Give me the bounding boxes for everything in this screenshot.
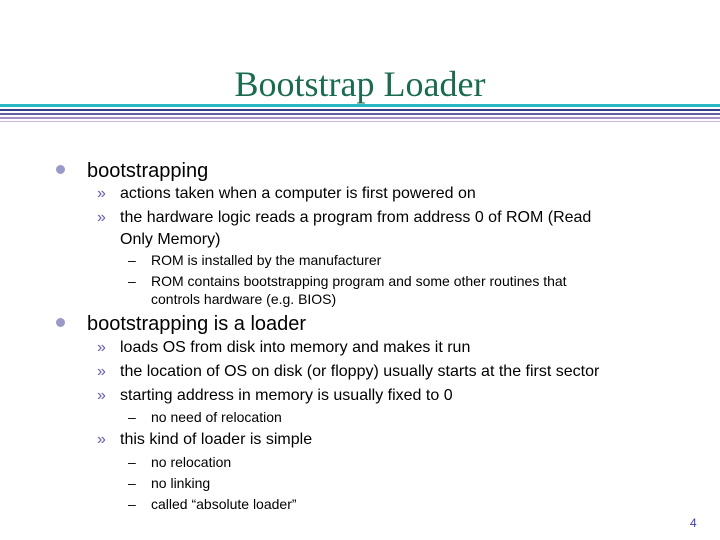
title-rule [0, 104, 720, 107]
sub-sub-bullet-text: no relocation [151, 454, 232, 470]
dash-marker-icon: – [128, 454, 136, 470]
dash-marker-icon: – [128, 252, 136, 268]
dash-marker-icon: – [128, 273, 136, 289]
page-number: 4 [690, 516, 697, 530]
dash-marker-icon: – [128, 409, 136, 425]
title-rule [0, 113, 720, 115]
bullet-bootstrapping-is-a-loader [56, 312, 306, 336]
dash-marker-icon: – [128, 475, 136, 491]
sub-bullet-text: Only Memory) [120, 231, 221, 248]
sub-sub-bullet-text: no linking [151, 475, 211, 491]
sub-bullet-text: the location of OS on disk (or floppy) usually starts at the first sector [120, 363, 600, 380]
chevron-marker-icon: » [97, 431, 106, 448]
title-rule [0, 117, 720, 119]
chevron-marker-icon: » [97, 185, 106, 202]
title-rule [0, 109, 720, 111]
sub-sub-bullet-text: no need of relocation [151, 409, 282, 425]
bullet-dot-icon [56, 318, 65, 327]
slide-title: Bootstrap Loader [234, 64, 486, 104]
sub-sub-bullet-text: called “absolute loader” [151, 496, 297, 512]
sub-bullet-text: loads OS from disk into memory and makes it run [120, 339, 471, 356]
sub-sub-bullet-text: controls hardware (e.g. BIOS) [151, 291, 337, 307]
chevron-marker-icon: » [97, 339, 106, 356]
sub-sub-bullet-text: ROM is installed by the manufacturer [151, 252, 382, 268]
sub-bullet-text: starting address in memory is usually fixed to 0 [120, 387, 453, 404]
bullet-dot-icon [56, 165, 65, 174]
sub-bullet-text: actions taken when a computer is first powered on [120, 185, 476, 202]
title-rule [0, 121, 720, 122]
sub-bullet-text: this kind of loader is simple [120, 431, 313, 448]
chevron-marker-icon: » [97, 209, 106, 226]
bullet-bootstrapping [56, 159, 208, 183]
chevron-marker-icon: » [97, 387, 106, 404]
sub-bullet-text: the hardware logic reads a program from address 0 of ROM (Read [120, 209, 592, 226]
bullet-text: bootstrapping is a loader [87, 313, 307, 335]
chevron-marker-icon: » [97, 363, 106, 380]
bullet-text: bootstrapping [87, 160, 209, 182]
sub-sub-bullet-text: ROM contains bootstrapping program and some other routines that [151, 273, 567, 289]
dash-marker-icon: – [128, 496, 136, 512]
